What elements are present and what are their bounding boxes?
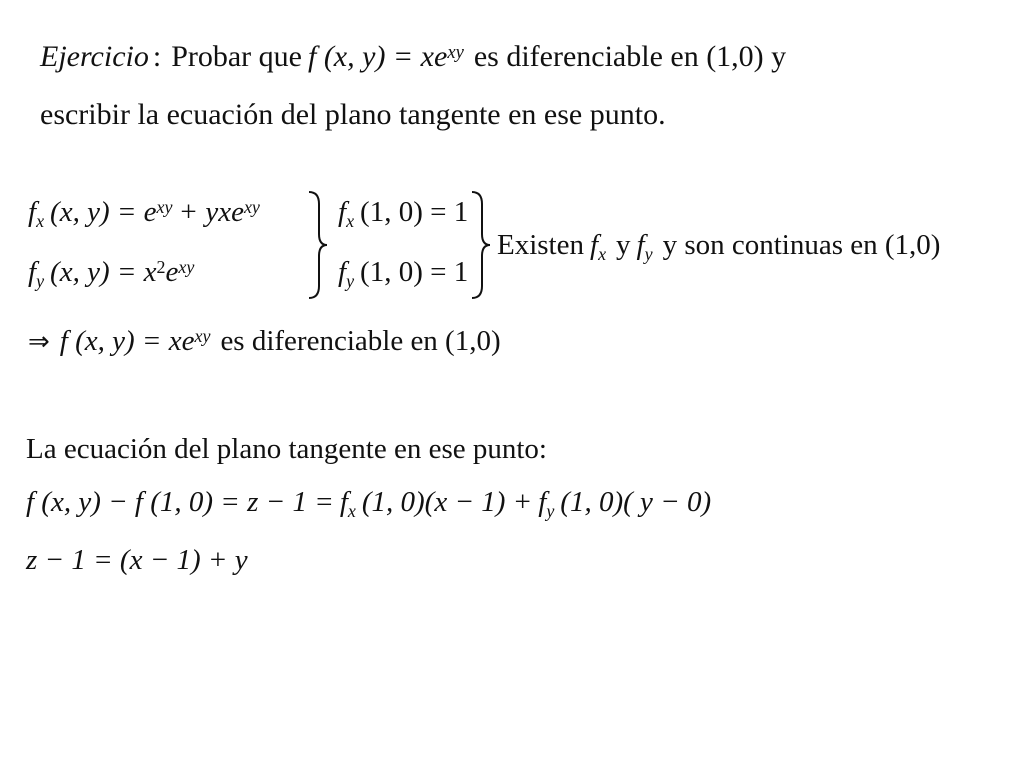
- eq1-fy-sub: y: [546, 501, 555, 522]
- fy-args: (x, y) = x: [50, 256, 157, 288]
- fy-func: f: [28, 256, 37, 288]
- fx-exp2: xy: [243, 196, 260, 217]
- tangent-plane-heading: La ecuación del plano tangente en ese punto:: [26, 433, 547, 465]
- partial-fx-equation: [28, 196, 260, 232]
- fx-value-equation: [338, 196, 469, 232]
- implies-arrow-icon: ⇒: [28, 327, 50, 357]
- fy-square: 2: [156, 256, 166, 277]
- partial-fy-equation: [28, 256, 195, 292]
- existen-word: Existen: [497, 229, 584, 261]
- statement-prefix: Probar que: [171, 40, 302, 73]
- exercise-colon: :: [152, 40, 162, 73]
- fy-val-sub: y: [346, 271, 355, 292]
- function-expression: f (x, y) = xe: [307, 40, 448, 73]
- existen-fy: f: [636, 229, 645, 261]
- eq1-fx: f: [339, 486, 348, 518]
- fx-val: (1, 0) = 1: [360, 196, 469, 228]
- existen-fx: f: [590, 229, 599, 261]
- fy-e: e: [165, 256, 179, 288]
- eq1-part3: (1, 0)( y − 0): [560, 486, 712, 518]
- eq1-fy: f: [538, 486, 547, 518]
- fy-value-equation: [338, 256, 469, 292]
- exercise-label: Ejercicio: [40, 40, 149, 73]
- implication-text: es diferenciable en (1,0): [220, 325, 501, 357]
- fx-plus-term: + yxe: [178, 196, 244, 228]
- exercise-statement-line-2: escribir la ecuación del plano tangente en ese punto.: [40, 98, 666, 131]
- exercise-statement-line-1: [40, 42, 786, 72]
- fy-val: (1, 0) = 1: [360, 256, 469, 288]
- fx-val-func: f: [338, 196, 347, 228]
- fx-args: (x, y) = e: [50, 196, 157, 228]
- existen-fy-sub: y: [644, 244, 653, 265]
- eq1-fx-sub: x: [347, 501, 356, 522]
- eq1-part2: (1, 0)(x − 1) +: [361, 486, 533, 518]
- tangent-plane-equation-2: z − 1 = (x − 1) + y: [26, 544, 248, 576]
- tangent-plane-equation-1: [26, 486, 712, 522]
- fx-sub: x: [36, 211, 45, 232]
- implication-exp: xy: [194, 325, 211, 346]
- fx-val-sub: x: [346, 211, 355, 232]
- fx-exp1: xy: [156, 196, 173, 217]
- existen-fx-sub: x: [598, 244, 607, 265]
- fy-val-func: f: [338, 256, 347, 288]
- middle-brace-icon: [305, 190, 329, 300]
- fx-func: f: [28, 196, 37, 228]
- right-brace-icon: [470, 190, 494, 300]
- existence-statement: [497, 229, 941, 265]
- statement-suffix: es diferenciable en (1,0) y: [473, 40, 787, 73]
- existen-tail: y son continuas en (1,0): [662, 229, 941, 261]
- function-exponent: xy: [447, 41, 464, 63]
- fy-exp: xy: [178, 256, 195, 277]
- eq1-part1: f (x, y) − f (1, 0) = z − 1 =: [26, 486, 334, 518]
- implication-expr: f (x, y) = xe: [59, 325, 195, 357]
- existen-y: y: [616, 229, 631, 261]
- implication-line: [28, 327, 501, 356]
- fy-sub: y: [36, 271, 45, 292]
